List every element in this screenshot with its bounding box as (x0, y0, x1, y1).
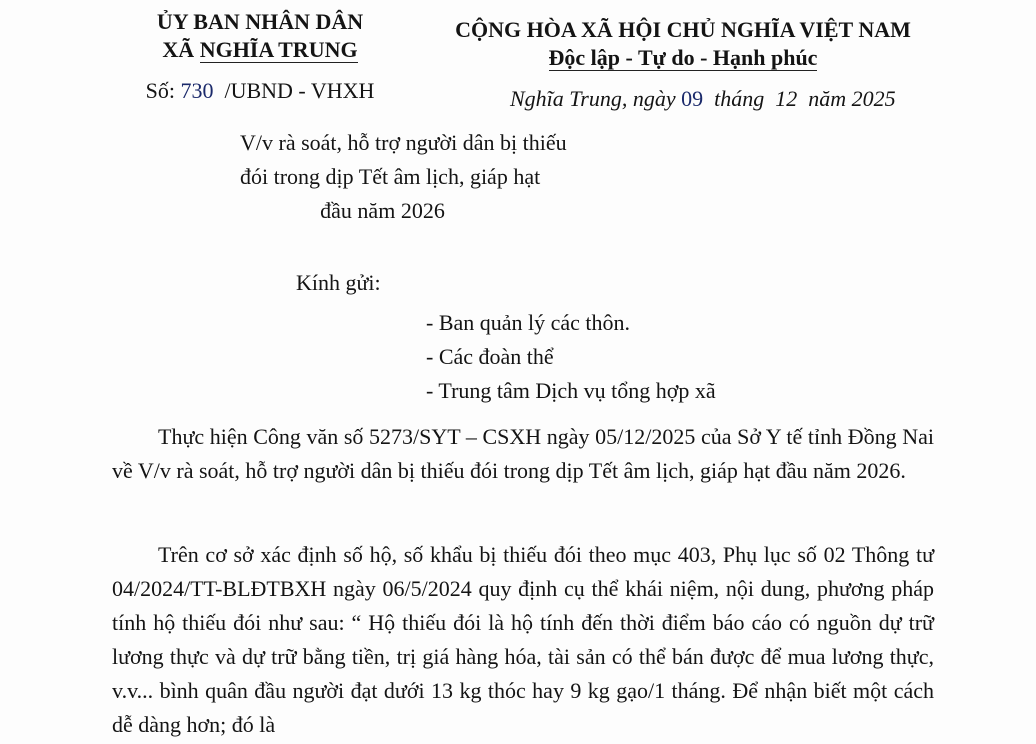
national-header (420, 16, 946, 72)
agency-line-1: ỦY BAN NHÂN DÂN (156, 9, 364, 34)
document-number: Số: 730 /UBND - VHXH (145, 78, 375, 103)
body-paragraph-2: Trên cơ sở xác định số hộ, số khẩu bị thiếu đói theo mục 403, Phụ lục số 02 Thông tư 04/2024/TT-BLĐTBXH ngày 06/5/2024 quy định cụ thể khái niệm, nội dung, phương pháp tính hộ thiếu đói như sau: “ Hộ thiếu đói là hộ tính đến thời điểm báo cáo có nguồn dự trữ lương thực và dự trữ bằng tiền, trị giá hàng hóa, tài sản có thể bán được để mua lương thực, v.v... bình quân đầu người đạt dưới 13 kg thóc hay 9 kg gạo/1 tháng. Để nhận biết một cách dễ dàng hơn; đó là (112, 542, 934, 737)
national-title: CỘNG HÒA XÃ HỘI CHỦ NGHĨA VIỆT NAM (455, 17, 911, 42)
date-day: 09 (681, 86, 704, 111)
agency-line-2: XÃ NGHĨA TRUNG (162, 37, 358, 62)
place-date: Nghĩa Trung, ngày 09 tháng 12 năm 2025 (510, 86, 896, 111)
recipient-item: - Trung tâm Dịch vụ tổng hợp xã (426, 378, 716, 403)
recipient-item: - Các đoàn thể (426, 344, 554, 369)
recipient-item: - Ban quản lý các thôn. (426, 310, 631, 335)
recipients-label: Kính gửi: (296, 270, 381, 295)
agency-name-underlined: NGHĨA TRUNG (199, 37, 358, 62)
national-motto: Độc lập - Tự do - Hạnh phúc (548, 45, 818, 70)
subject-line: V/v rà soát, hỗ trợ người dân bị thiếu đói trong dịp Tết âm lịch, giáp hạt đầu năm 2026 (240, 130, 567, 223)
issuing-agency (100, 8, 420, 64)
body-paragraph-1: Thực hiện Công văn số 5273/SYT – CSXH ngày 05/12/2025 của Sở Y tế tỉnh Đồng Nai về V/v rà soát, hỗ trợ người dân bị thiếu đói trong dịp Tết âm lịch, giáp hạt đầu năm 2026. (112, 424, 934, 483)
document-number-value: 730 (180, 78, 214, 103)
